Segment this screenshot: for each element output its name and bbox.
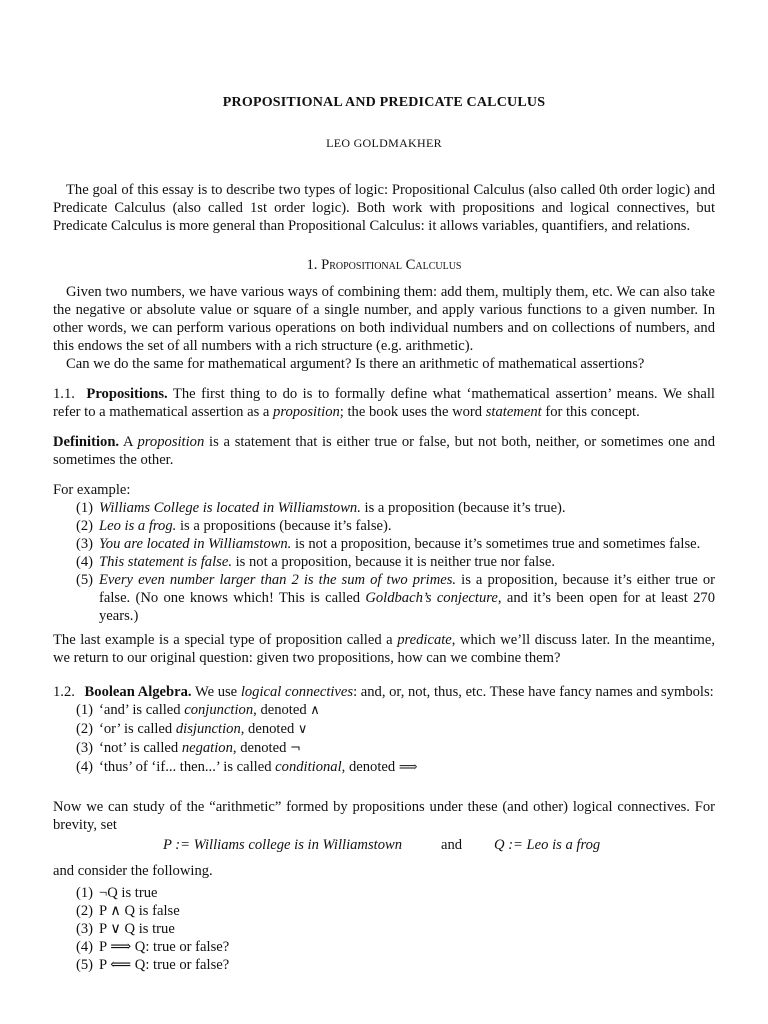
statement-text: P ∧ Q is false bbox=[99, 903, 180, 919]
list-number: (2) bbox=[76, 903, 94, 919]
predicate-paragraph bbox=[53, 631, 715, 667]
intro-text: The goal of this essay is to describe two types of logic: Propositional Calculus (also called 0th order logic) and Predicate Calculus (also called 1st order logic). Both work with propositions and logical connectives, but Predicate Calculus is more general than Propositional Calculus: it allows variables, quantifiers, and relations. bbox=[53, 182, 715, 234]
list-item bbox=[53, 956, 715, 974]
emphasis-logical-connectives: logical connectives bbox=[240, 684, 354, 700]
q-definition-text: Q := Leo is a frog bbox=[494, 837, 601, 853]
arithmetic-paragraph bbox=[53, 798, 715, 834]
list-number: (1) bbox=[76, 885, 94, 901]
examples-list bbox=[53, 499, 715, 625]
subsection-text: We use bbox=[194, 684, 238, 700]
connective-name: conditional bbox=[275, 759, 342, 775]
list-item bbox=[53, 571, 715, 625]
paper-title: PROPOSITIONAL AND PREDICATE CALCULUS bbox=[222, 95, 546, 110]
list-item bbox=[53, 720, 715, 739]
example-comment: is a proposition (because it’s true). bbox=[364, 500, 566, 516]
q-definition bbox=[494, 836, 600, 854]
section-1-para-2: Can we do the same for mathematical argument? Is there an arithmetic of mathematical assertions? bbox=[66, 356, 645, 372]
subsection-title: Propositions. bbox=[86, 386, 168, 402]
subsection-title: Boolean Algebra. bbox=[84, 684, 192, 700]
subsection-text: : and, or, not, thus, etc. These have fancy names and symbols: bbox=[353, 684, 714, 700]
implies-symbol-icon: ⟹ bbox=[398, 760, 418, 775]
p-definition-text: P := Williams college is in Williamstown bbox=[163, 837, 403, 853]
example-comment: , and it’s been open for at least 270 years.) bbox=[99, 590, 715, 624]
example-comment: is a proposition, because it’s either true or false. (No one knows which! This is called bbox=[99, 572, 715, 606]
list-number: (2) bbox=[76, 721, 94, 737]
list-number: (5) bbox=[76, 572, 94, 588]
list-number: (3) bbox=[76, 921, 94, 937]
intro-paragraph bbox=[53, 181, 715, 235]
statement-text: P ⟹ Q: true or false? bbox=[99, 939, 230, 955]
example-comment: is not a proposition, because it is neither true nor false. bbox=[235, 554, 555, 570]
subsection-1-2 bbox=[53, 683, 715, 777]
statements-list bbox=[53, 884, 715, 974]
definition-text: A bbox=[123, 434, 133, 450]
definition-block bbox=[53, 433, 715, 469]
example-statement: You are located in Williamstown. bbox=[99, 536, 292, 552]
paragraph-text: Now we can study of the “arithmetic” formed by propositions under these (and other) logical connectives. For brevity, set bbox=[53, 799, 715, 833]
list-number: (4) bbox=[76, 759, 94, 775]
emphasis-statement: statement bbox=[485, 404, 542, 420]
display-and: and bbox=[441, 837, 463, 853]
example-statement: This statement is false. bbox=[99, 554, 232, 570]
connective-text: ‘and’ is called bbox=[99, 702, 181, 718]
paper-author: LEO GOLDMAKHER bbox=[326, 136, 442, 150]
list-number: (4) bbox=[76, 939, 94, 955]
statement-text: ¬Q is true bbox=[99, 885, 158, 901]
list-item bbox=[53, 517, 715, 535]
section-1-body bbox=[53, 283, 715, 373]
list-number: (2) bbox=[76, 518, 94, 534]
definition-label: Definition. bbox=[53, 434, 120, 450]
section-1-heading: 1. Propositional Calculus bbox=[306, 257, 462, 273]
example-statement: Every even number larger than 2 is the sum of two primes. bbox=[99, 572, 457, 588]
connective-name: disjunction bbox=[175, 721, 241, 737]
connective-name: conjunction bbox=[184, 702, 254, 718]
subsection-number: 1.1. bbox=[53, 386, 75, 402]
subsection-text: ; the book uses the word bbox=[339, 404, 483, 420]
not-symbol-icon: ¬ bbox=[290, 741, 301, 756]
connective-text: ‘or’ is called bbox=[99, 721, 173, 737]
list-number: (1) bbox=[76, 500, 94, 516]
subsection-text: The first thing to do is to formally define what ‘mathematical assertion’ means. We shall refer to a mathematical assertion as a bbox=[53, 386, 715, 420]
emphasis-proposition: proposition bbox=[273, 404, 340, 420]
goldbach-conjecture: Goldbach’s conjecture bbox=[365, 590, 498, 606]
connective-text: ‘not’ is called bbox=[99, 740, 179, 756]
list-number: (5) bbox=[76, 957, 94, 973]
definition-term: proposition bbox=[137, 434, 205, 450]
definitions-display bbox=[53, 836, 715, 854]
connectives-list bbox=[53, 701, 715, 777]
connective-name: negation bbox=[181, 740, 233, 756]
example-comment: is not a proposition, because it’s sometimes true and sometimes false. bbox=[294, 536, 701, 552]
examples-block bbox=[53, 481, 715, 625]
list-number: (3) bbox=[76, 740, 94, 756]
list-item bbox=[53, 553, 715, 571]
paragraph-text: , which we’ll discuss later. In the meantime, we return to our original question: given two propositions, how can we combine them? bbox=[53, 632, 715, 666]
section-1-para-1: Given two numbers, we have various ways of combining them: add them, multiply them, etc. We can also take the negative or absolute value or square of a single number, and apply various functions to a given number. In other words, we can perform various operations on both individual numbers and on collections of numbers, and this endows the set of all numbers with a rich structure (e.g. arithmetic). bbox=[53, 284, 715, 354]
statement-text: P ⟸ Q: true or false? bbox=[99, 957, 230, 973]
paragraph-text: The last example is a special type of proposition called a bbox=[53, 632, 393, 648]
example-comment: is a propositions (because it’s false). bbox=[179, 518, 392, 534]
list-number: (1) bbox=[76, 702, 94, 718]
list-item bbox=[53, 902, 715, 920]
subsection-text: for this concept. bbox=[545, 404, 640, 420]
connective-text: , denoted bbox=[341, 759, 396, 775]
definition-text: is a statement that is either true or false, but not both, neither, or sometimes one and sometimes the other. bbox=[53, 434, 716, 468]
list-item bbox=[53, 758, 715, 777]
list-number: (4) bbox=[76, 554, 94, 570]
consider-block bbox=[53, 862, 715, 974]
list-item bbox=[53, 938, 715, 956]
connective-text: , denoted bbox=[240, 721, 295, 737]
connective-text: , denoted bbox=[232, 740, 287, 756]
list-item bbox=[53, 499, 715, 517]
list-item bbox=[53, 701, 715, 720]
p-definition bbox=[163, 836, 402, 854]
consider-text: and consider the following. bbox=[53, 863, 213, 879]
or-symbol-icon: ∨ bbox=[297, 722, 308, 737]
list-item bbox=[53, 739, 715, 758]
subsection-number: 1.2. bbox=[53, 684, 75, 700]
for-example-label: For example: bbox=[53, 482, 131, 498]
connective-text: , denoted bbox=[253, 702, 307, 718]
list-item bbox=[53, 535, 715, 553]
emphasis-predicate: predicate bbox=[397, 632, 452, 648]
example-statement: Williams College is located in Williamstown. bbox=[99, 500, 361, 516]
statement-text: P ∨ Q is true bbox=[99, 921, 175, 937]
and-symbol-icon: ∧ bbox=[310, 703, 320, 718]
list-item bbox=[53, 884, 715, 902]
connective-text: ‘thus’ of ‘if... then...’ is called bbox=[99, 759, 272, 775]
list-number: (3) bbox=[76, 536, 94, 552]
subsection-1-1 bbox=[53, 385, 715, 421]
example-statement: Leo is a frog. bbox=[99, 518, 177, 534]
list-item bbox=[53, 920, 715, 938]
